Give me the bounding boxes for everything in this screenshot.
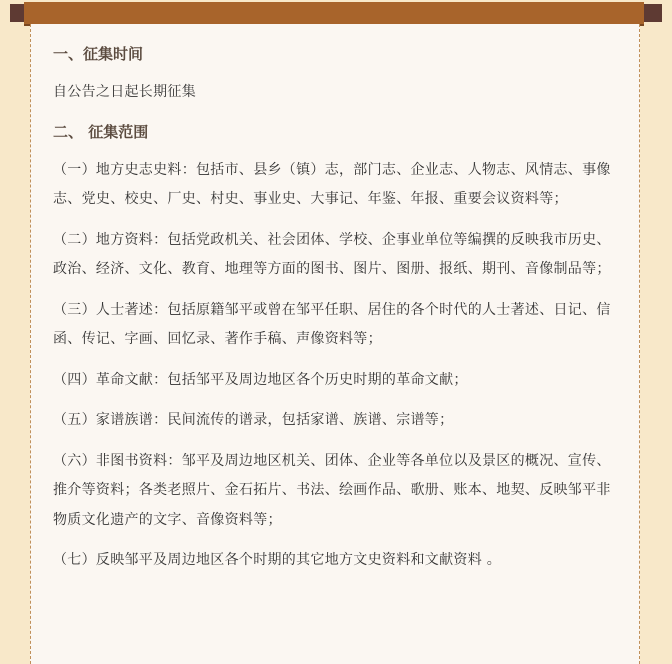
section-heading-scope: 二、 征集范围 — [53, 122, 149, 141]
scope-item-6: （六）非图书资料：邹平及周边地区机关、团体、企业等各单位以及景区的概况、宣传、推介等资料；各类老照片、金石拓片、书法、绘画作品、歌册、账本、地契、反映邹平非物质文化遗产的文字、音像资料等； — [53, 452, 611, 528]
scope-item-3: （三）人士著述：包括原籍邹平或曾在邹平任职、居住的各个时代的人士著述、日记、信函、传记、字画、回忆录、著作手稿、声像资料等； — [53, 301, 611, 347]
scope-item-4: （四）革命文献：包括邹平及周边地区各个历史时期的革命文献； — [53, 371, 468, 388]
header-bar — [24, 2, 644, 26]
scope-item-7: （七）反映邹平及周边地区各个时期的其它地方文史资料和文献资料 。 — [53, 552, 502, 568]
section-heading-time: 一、征集时间 — [53, 45, 144, 63]
scope-item-2: （二）地方资料：包括党政机关、社会团体、学校、企事业单位等编撰的反映我市历史、政治、经济、文化、教育、地理等方面的图书、图片、图册、报纸、期刊、音像制品等； — [53, 231, 611, 277]
section-text-time: 自公告之日起长期征集 — [53, 84, 196, 100]
scope-item-5: （五）家谱族谱：民间流传的谱录，包括家谱、族谱、宗谱等； — [53, 412, 454, 428]
scope-item-1: （一）地方史志史料：包括市、县乡（镇）志，部门志、企业志、人物志、风情志、事像志、党史、校史、厂史、村史、事业史、大事记、年鉴、年报、重要会议资料等； — [53, 161, 611, 207]
content-panel — [30, 24, 640, 664]
announcement-body — [31, 24, 639, 576]
